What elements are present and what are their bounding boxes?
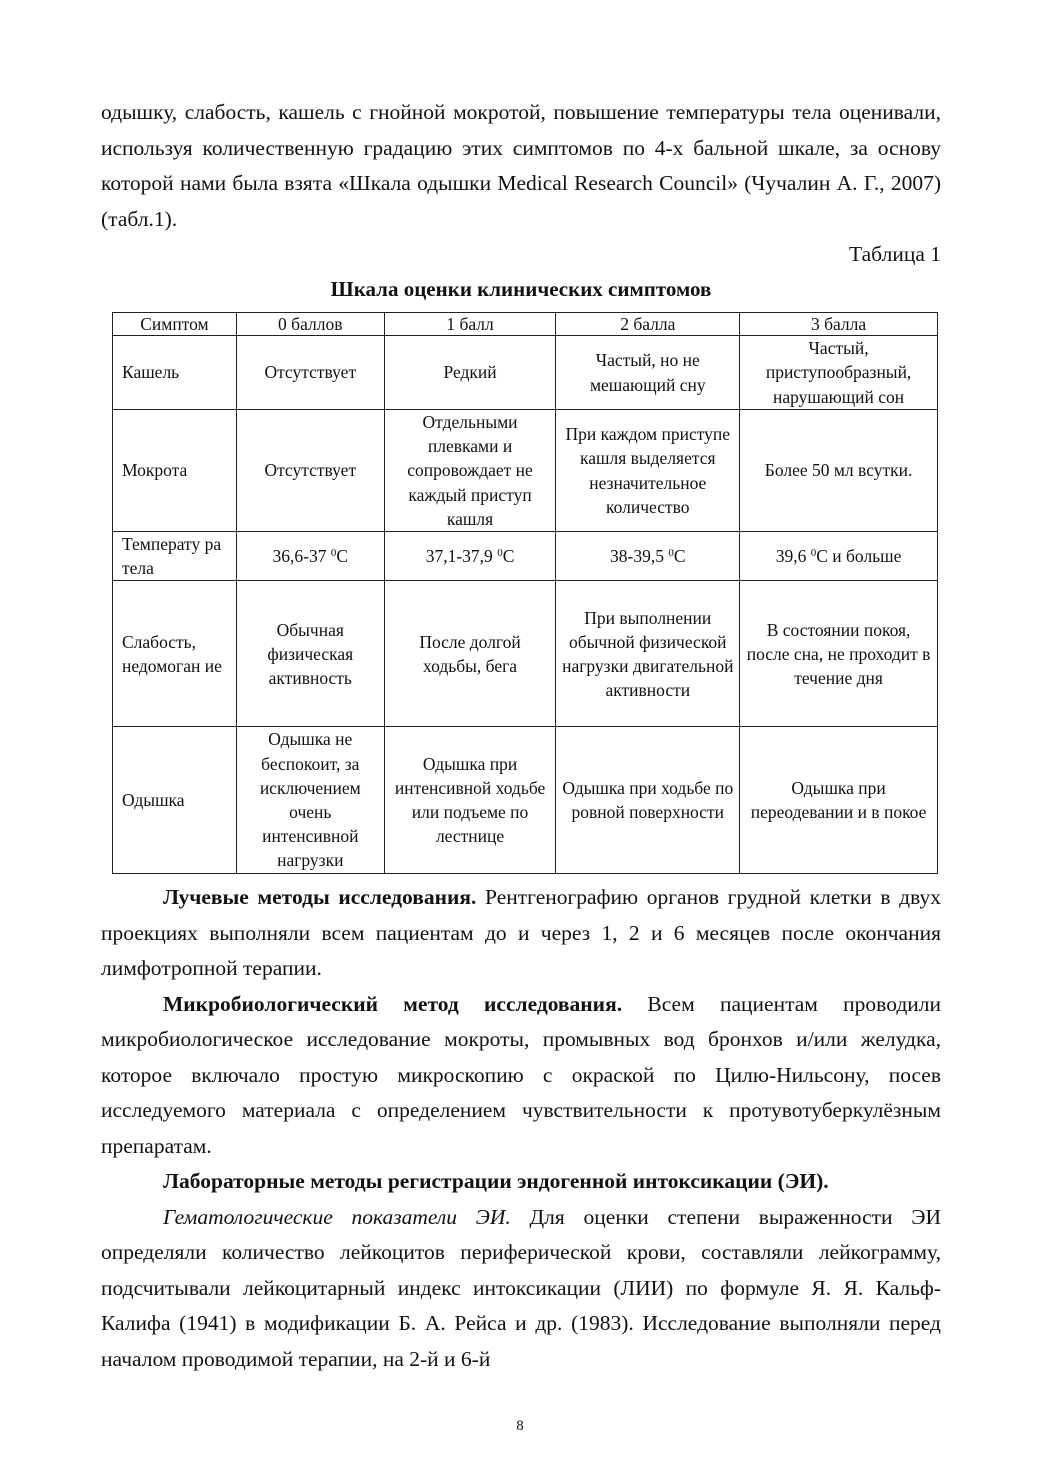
table-cell: В состоянии покоя, после сна, не проходит в течение дня xyxy=(740,581,938,727)
section-microbiology xyxy=(101,987,941,1165)
table-cell: Обычная физическая активность xyxy=(236,581,384,727)
table-cell: Отдельными плевками и сопровождает не каждый приступ кашля xyxy=(384,410,556,532)
celsius-unit: С xyxy=(673,546,686,567)
intro-paragraph: одышку, слабость, кашель с гнойной мокротой, повышение температуры тела оценивали, используя количественную градацию этих симптомов по 4-х бальной шкале, за основу которой нами была взята «Шкала одышки Medical Research Council» (Чучалин А. Г., 2007) (табл.1). xyxy=(101,100,941,231)
symptom-cell: Слабость, недомоган ие xyxy=(113,581,237,727)
table-row xyxy=(113,336,938,410)
header-cell: 3 балла xyxy=(740,313,938,336)
section-heading: Микробиологический метод исследования. xyxy=(163,991,623,1016)
symptom-cell: Одышка xyxy=(113,727,237,873)
section-heading: Лучевые методы исследования. xyxy=(163,885,477,909)
symptom-cell: Кашель xyxy=(113,336,237,410)
celsius-unit: С и больше xyxy=(816,546,902,567)
table-cell: Одышка при переодевании и в покое xyxy=(740,727,938,873)
table-row xyxy=(113,532,938,581)
table-cell xyxy=(236,532,384,581)
table-cell: Редкий xyxy=(384,336,556,410)
page-body xyxy=(101,95,941,305)
section-heading: Лабораторные методы регистрации эндогенной интоксикации (ЭИ). xyxy=(163,1169,829,1193)
table-cell xyxy=(556,532,740,581)
section-text: Для оценки степени выраженности ЭИ определяли количество лейкоцитов периферической крови, составляли лейкограмму, подсчитывали лейкоцитарный индекс интоксикации (ЛИИ) по формуле Я. Я. Кальф-Калифа (1941) в модификации Б. А. Рейса и др. (1983). Исследование выполняли перед началом проводимой терапии, на 2-й и 6-й xyxy=(101,1204,941,1371)
temp-value: 38-39,5 xyxy=(610,546,669,567)
header-cell: 0 баллов xyxy=(236,313,384,336)
table-cell: Одышка при интенсивной ходьбе или подъеме по лестнице xyxy=(384,727,556,873)
symptom-cell: Температу ра тела xyxy=(113,532,237,581)
table-cell xyxy=(384,532,556,581)
table-cell: После долгой ходьбы, бега xyxy=(384,581,556,727)
section-heading-italic: Гематологические показатели ЭИ. xyxy=(163,1204,511,1229)
celsius-unit: С xyxy=(502,546,515,567)
section-text: Рентгенографию органов грудной клетки в двух проекциях выполняли всем пациентам до и через 1, 2 и 6 месяцев после окончания лимфотропной терапии. xyxy=(101,885,941,980)
table-label: Таблица 1 xyxy=(849,242,941,266)
table-row xyxy=(113,581,938,727)
table-header-row xyxy=(113,313,938,336)
table-cell: Одышка не беспокоит, за исключением очень интенсивной нагрузки xyxy=(236,727,384,873)
table-cell: Более 50 мл всутки. xyxy=(740,410,938,532)
header-cell: 1 балл xyxy=(384,313,556,336)
table-row xyxy=(113,727,938,873)
celsius-unit: С xyxy=(336,546,349,567)
table-cell: Частый, приступообразный, нарушающий сон xyxy=(740,336,938,410)
header-cell: 2 балла xyxy=(556,313,740,336)
table-cell xyxy=(740,532,938,581)
degree-mark: 0 xyxy=(668,547,674,560)
header-cell: Симптом xyxy=(113,313,237,336)
degree-mark: 0 xyxy=(330,547,337,560)
body-sections xyxy=(101,880,941,1377)
degree-mark: 0 xyxy=(497,547,503,560)
temp-value: 37,1-37,9 xyxy=(425,546,498,567)
temp-value: 39,6 xyxy=(775,546,811,567)
symptom-scale-table xyxy=(112,312,938,874)
table-cell: Одышка при ходьбе по ровной поверхности xyxy=(556,727,740,873)
section-hematology xyxy=(101,1200,941,1378)
section-radiology xyxy=(101,880,941,987)
table-title: Шкала оценки клинических симптомов xyxy=(330,277,712,301)
symptom-cell: Мокрота xyxy=(113,410,237,532)
temp-value: 36,6-37 xyxy=(272,546,331,567)
section-text: Всем пациентам проводили микробиологическое исследование мокроты, промывных вод бронхов и/или желудка, которое включало простую микроскопию с окраской по Цилю-Нильсону, посев исследуемого материала с определением чувствительности к протувотуберкулёзным препаратам. xyxy=(101,991,941,1158)
table-cell: При каждом приступе кашля выделяется незначительное количество xyxy=(556,410,740,532)
table-cell: Отсутствует xyxy=(236,410,384,532)
table-row xyxy=(113,410,938,532)
table-cell: Отсутствует xyxy=(236,336,384,410)
table-cell: При выполнении обычной физической нагрузки двигательной активности xyxy=(556,581,740,727)
section-lab-methods xyxy=(101,1164,941,1200)
degree-mark: 0 xyxy=(810,547,817,560)
page-number: 8 xyxy=(516,1418,524,1434)
table-cell: Частый, но не мешающий сну xyxy=(556,336,740,410)
